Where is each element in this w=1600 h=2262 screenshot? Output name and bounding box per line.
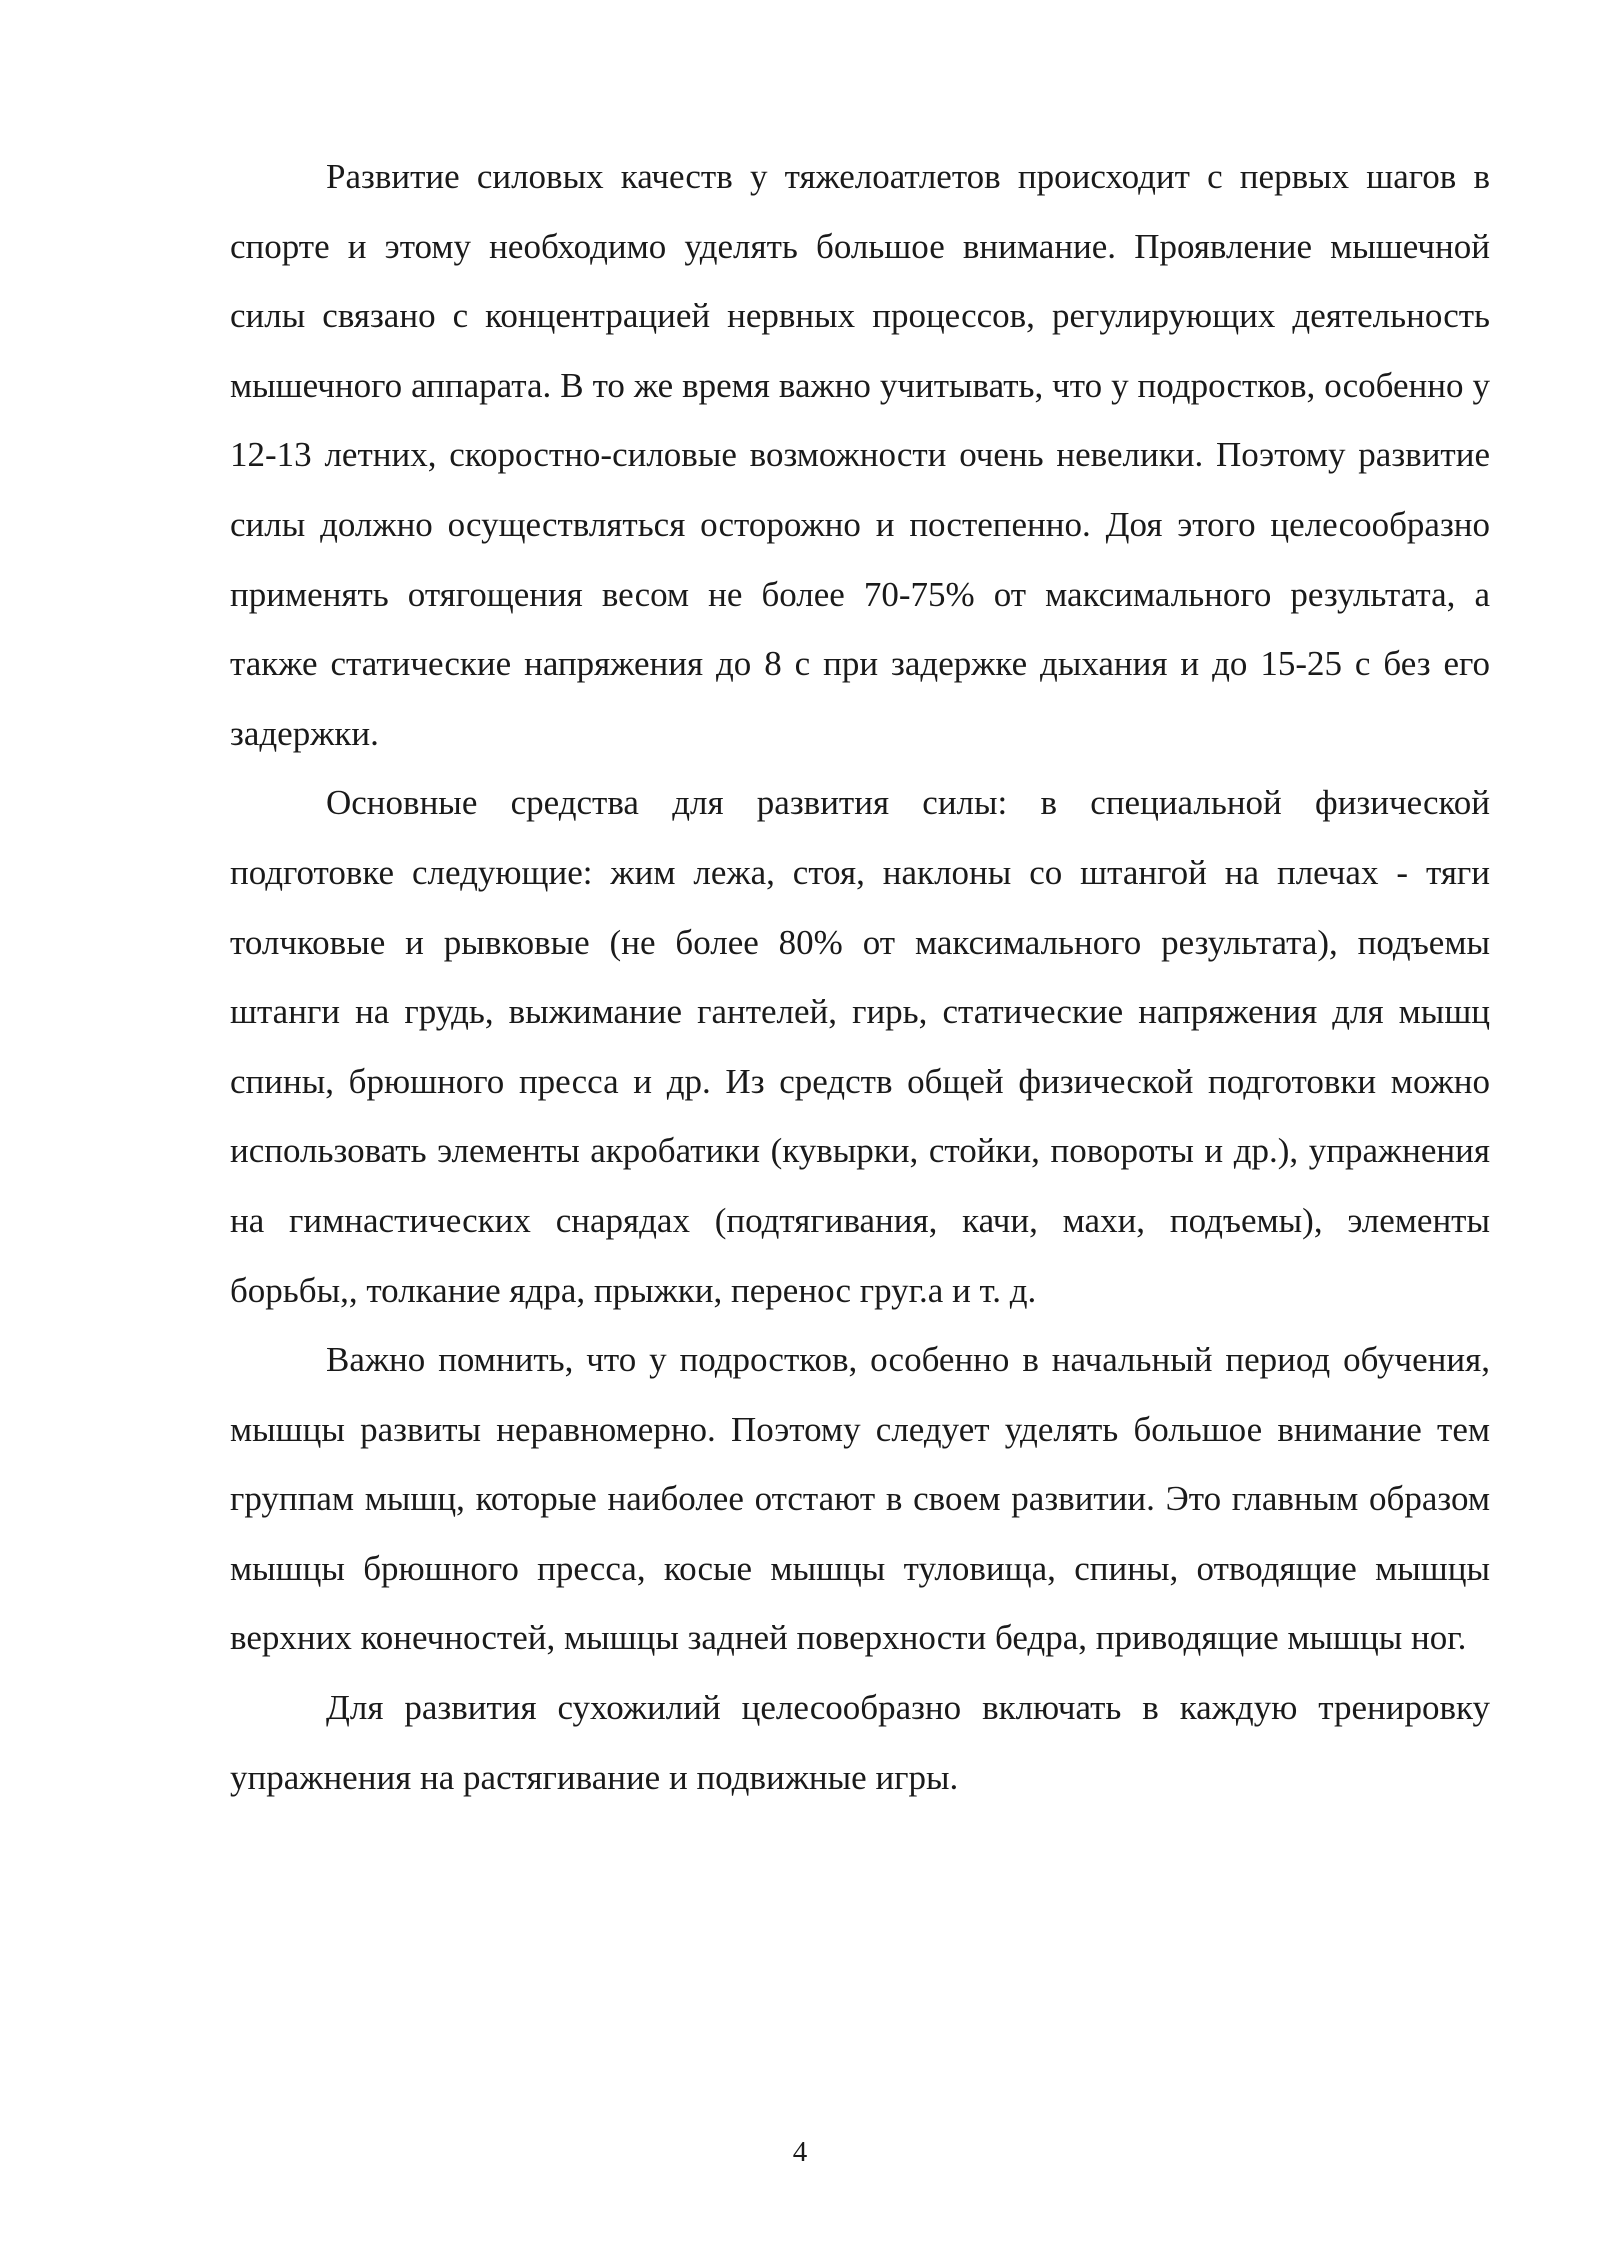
paragraph-tendons: Для развития сухожилий целесообразно включать в каждую тренировку упражнения на растягивание и подвижные игры. [230,1688,1490,1797]
paragraph-main-means: Основные средства для развития силы: в специальной физической подготовке следующие: жим лежа, стоя, наклоны со штангой на плечах - тяги толчковые и рывковые (не более 80% от максимального результата), подъемы штанги на грудь, выжимание гантелей, гирь, статические напряжения для мышц спины, брюшного пресса и др. Из средств общей физической подготовки можно использовать элементы акробатики (кувырки, стойки, повороты и др.), упражнения на гимнастических снарядах (подтягивания, качи, махи, подъемы), элементы борьбы,, толкание ядра, прыжки, перенос груг.а и т. д. [230,783,1490,1310]
document-body [230,142,1490,1812]
page-number: 4 [792,2136,808,2168]
paragraph-uneven-muscles: Важно помнить, что у подростков, особенно в начальный период обучения, мышцы развиты неравномерно. Поэтому следует уделять большое внимание тем группам мышц, которые наиболее отстают в своем развитии. Это главным образом мышцы брюшного пресса, косые мышцы туловища, спины, отводящие мышцы верхних конечностей, мышцы задней поверхности бедра, приводящие мышцы ног. [230,1340,1490,1658]
paragraph-strength-development: Развитие силовых качеств у тяжелоатлетов происходит с первых шагов в спорте и этому необходимо уделять большое внимание. Проявление мышечной силы связано с концентрацией нервных процессов, регулирующих деятельность мышечного аппарата. В то же время важно учитывать, что у подростков, особенно у 12-13 летних, скоростно-силовые возможности очень невелики. Поэтому развитие силы должно осуществляться осторожно и постепенно. Доя этого целесообразно применять отягощения весом не более 70-75% от максимального результата, а также статические напряжения до 8 с при задержке дыхания и до 15-25 с без его задержки. [230,157,1490,753]
